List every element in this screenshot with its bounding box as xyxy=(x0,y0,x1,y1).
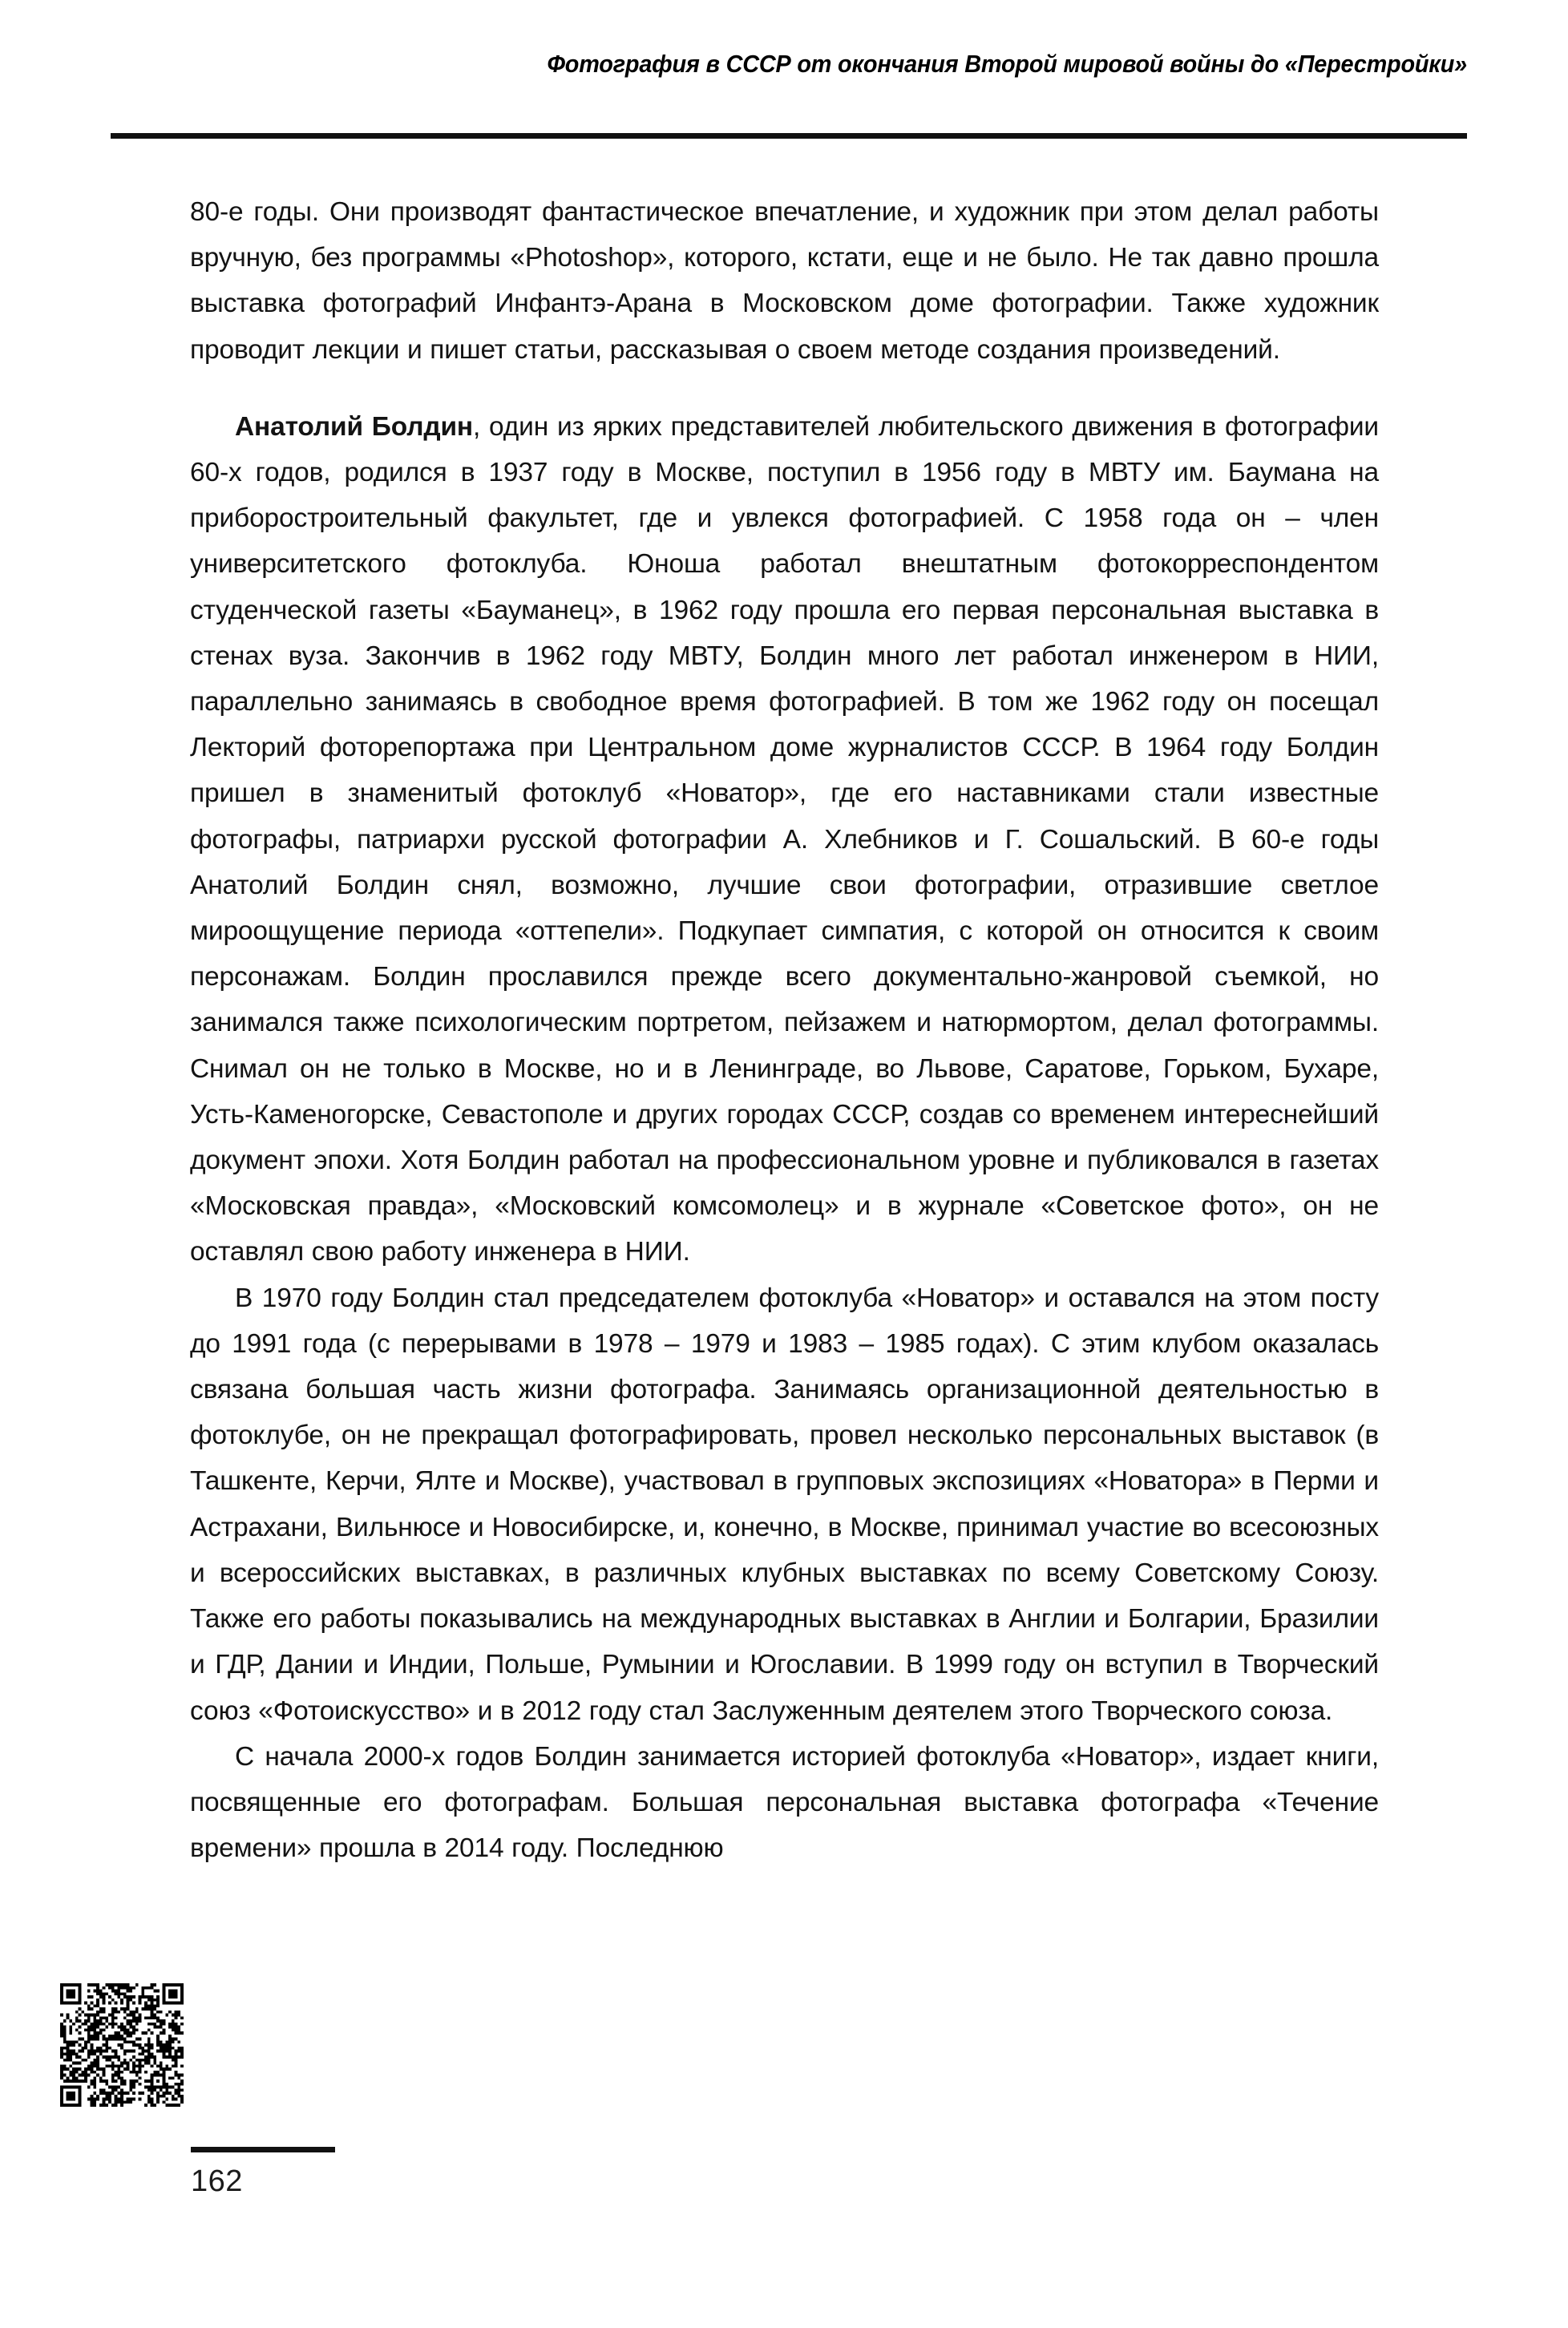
paragraph-2-text: , один из ярких представителей любительского движения в фотографии 60-х годов, родился в 1937 году в Москве, поступил в 1956 году в МВТУ им. Баумана на приборостроительный факультет, где и увлекся фотографией. С 1958 года он – член университетского фотоклуба. Юноша работал внештатным фотокорреспондентом студенческой газеты «Бауманец», в 1962 году прошла его первая персональная выставка в стенах вуза. Закончив в 1962 году МВТУ, Болдин много лет работал инженером в НИИ, параллельно занимаясь в свободное время фотографией. В том же 1962 году он посещал Лекторий фоторепортажа при Центральном доме журналистов СССР. В 1964 году Болдин пришел в знаменитый фотоклуб «Новатор», где его наставниками стали известные фотографы, патриархи русской фотографии А. Хлебников и Г. Сошальский. В 60-е годы Анатолий Болдин снял, возможно, лучшие свои фотографии, отразившие светлое мироощущение периода «оттепели». Подкупает симпатия, с которой он относится к своим персонажам. Болдин прославился прежде всего документально-жанровой съемкой, но занимался также психологическим портретом, пейзажем и натюрмортом, делал фотограммы. Снимал он не только в Москве, но и в Ленинграде, во Львове, Саратове, Горьком, Бухаре, Усть-Каменогорске, Севастополе и других городах СССР, создав со временем интереснейший документ эпохи. Хотя Болдин работал на профессиональном уровне и публиковался в газетах «Московская правда», «Московский комсомолец» и в журнале «Советское фото», он не оставлял свою работу инженера в НИИ. xyxy=(190,411,1379,1267)
header-rule xyxy=(111,133,1467,139)
paragraph-1: 80-е годы. Они производят фантастическое впечатление, и художник при этом делал работы вручную, без программы «Photoshop», которого, кстати, еще и не было. Не так давно прошла выставка фотографий Инфантэ-Арана в Московском доме фотографии. Также художник проводит лекции и пишет статьи, рассказывая о своем методе создания произведений. xyxy=(190,197,1379,365)
paragraph-4: С начала 2000-х годов Болдин занимается историей фотоклуба «Новатор», издает книги, посвященные его фотографам. Большая персональная выставка фотографа «Течение времени» прошла в 2014 году. Последнюю xyxy=(190,1741,1379,1864)
running-head: Фотография в СССР от окончания Второй мировой войны до «Перестройки» xyxy=(547,50,1467,78)
qr-code xyxy=(60,1983,184,2107)
lead-name-boldin: Анатолий Болдин xyxy=(235,411,473,442)
page-number: 162 xyxy=(191,2164,243,2198)
paragraph-2 xyxy=(190,404,1379,1275)
body-text-column xyxy=(190,189,1379,1871)
paragraph-3: В 1970 году Болдин стал председателем фотоклуба «Новатор» и оставался на этом посту до 1991 года (с перерывами в 1978 – 1979 и 1983 – 1985 годах). С этим клубом оказалась связана большая часть жизни фотографа. Занимаясь организационной деятельностью в фотоклубе, он не прекращал фотографировать, провел несколько персональных выставок (в Ташкенте, Керчи, Ялте и Москве), участвовал в групповых экспозициях «Новатора» в Перми и Астрахани, Вильнюсе и Новосибирске, и, конечно, в Москве, принимал участие во всесоюзных и всероссийских выставках, в различных клубных выставках по всему Советскому Союзу. Также его работы показывались на международных выставках в Англии и Болгарии, Бразилии и ГДР, Дании и Индии, Польше, Румынии и Югославии. В 1999 году он вступил в Творческий союз «Фотоискусство» и в 2012 году стал Заслуженным деятелем этого Творческого союза. xyxy=(190,1283,1379,1726)
footer-rule xyxy=(191,2147,335,2152)
